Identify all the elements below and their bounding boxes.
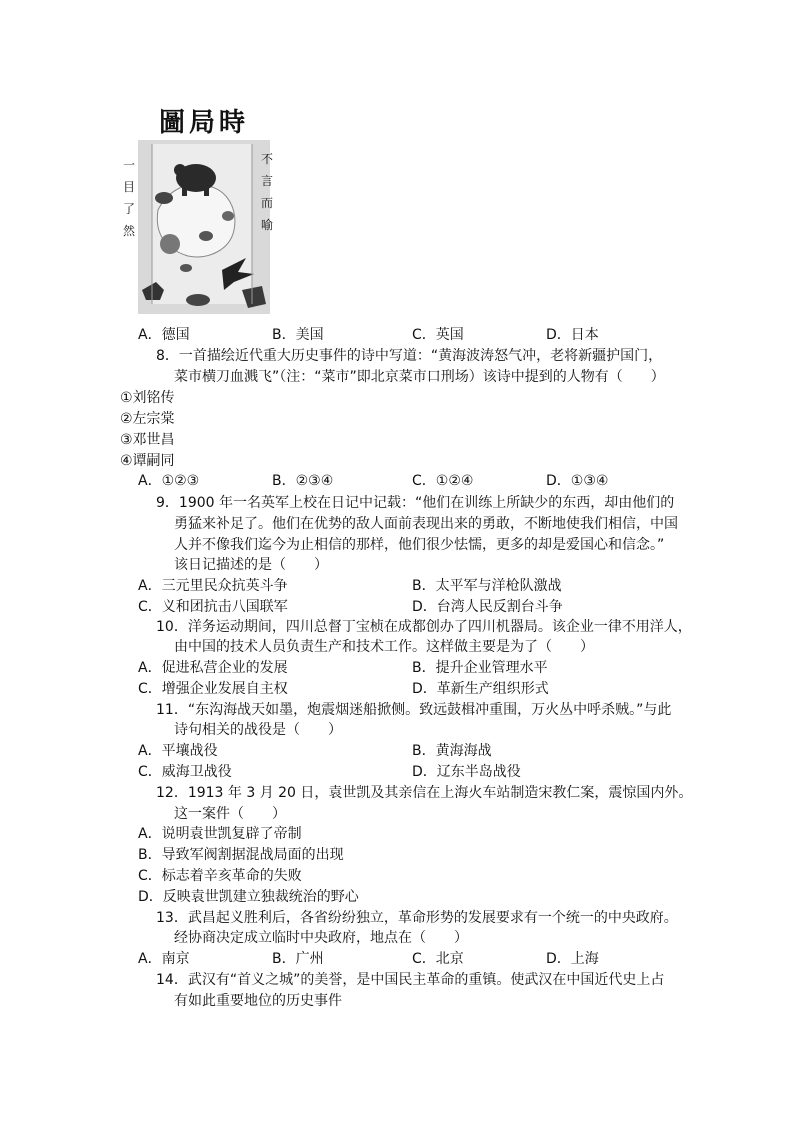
q9-option-c[interactable]: C．义和团抗击八国联军 <box>138 599 288 615</box>
q8-option-a[interactable]: A．①②③ <box>138 473 200 489</box>
q9-stem-line1: 9．1900 年一名英军上校在日记中记载：“他们在训练上所缺少的东西，却由他们的 <box>156 495 675 511</box>
q12-stem-line2: 这一案件（ ） <box>174 806 286 822</box>
q10-options-row1 <box>138 658 678 678</box>
q9-options-row1 <box>138 576 678 596</box>
q9-option-b[interactable]: B．太平军与洋枪队激战 <box>412 578 562 594</box>
q10-option-c[interactable]: C．增强企业发展自主权 <box>138 681 288 697</box>
q10-option-d[interactable]: D．革新生产组织形式 <box>412 681 549 697</box>
q8-options <box>138 471 678 491</box>
q14-stem-line2: 有如此重要地位的历史事件 <box>174 993 342 1009</box>
q9-option-a[interactable]: A．三元里民众抗英斗争 <box>138 578 288 594</box>
q13-stem-line2: 经协商决定成立临时中央政府，地点在（ ） <box>174 930 468 946</box>
q7-option-c[interactable]: C．英国 <box>412 327 464 343</box>
q10-option-b[interactable]: B．提升企业管理水平 <box>412 660 548 676</box>
cartoon-illustration <box>138 140 270 314</box>
q12-option-a[interactable]: A．说明袁世凯复辟了帝制 <box>138 826 302 842</box>
q12-option-b[interactable]: B．导致军阀割据混战局面的出现 <box>138 847 344 863</box>
q11-options-row1 <box>138 741 678 761</box>
q13-stem-line1: 13．武昌起义胜利后，各省纷纷独立，革命形势的发展要求有一个统一的中央政府。 <box>156 910 678 926</box>
q9-stem-line3: 人并不像我们迄今为止相信的那样，他们很少怯懦，更多的却是爱国心和信念。” <box>174 537 665 553</box>
q7-option-d[interactable]: D．日本 <box>546 327 599 343</box>
cartoon-image <box>138 140 270 314</box>
q11-stem-line2: 诗句相关的战役是（ ） <box>174 722 342 738</box>
q8-option-b[interactable]: B．②③④ <box>272 473 334 489</box>
q9-stem-line2: 勇猛来补足了。他们在优势的敌人面前表现出来的勇敢，不断地使我们相信，中国 <box>174 516 678 532</box>
q13-option-a[interactable]: A．南京 <box>138 951 190 967</box>
q12-option-c[interactable]: C．标志着辛亥革命的失败 <box>138 868 302 884</box>
q10-stem-line2: 由中国的技术人员负责生产和技术工作。这样做主要是为了（ ） <box>174 639 594 655</box>
q9-options-row2 <box>138 597 678 617</box>
q12-option-d[interactable]: D．反映袁世凯建立独裁统治的野心 <box>138 889 359 905</box>
q11-option-c[interactable]: C．威海卫战役 <box>138 764 232 780</box>
q7-option-a[interactable]: A．德国 <box>138 327 190 343</box>
q8-item-2: ②左宗棠 <box>120 411 175 427</box>
q12-stem-line1: 12．1913 年 3 月 20 日，袁世凯及其亲信在上海火车站制造宋教仁案，震惊国内外。 <box>156 785 693 801</box>
q13-option-c[interactable]: C．北京 <box>412 951 464 967</box>
q13-options <box>138 949 678 969</box>
right-vertical-caption: 不言而喻 <box>260 152 273 232</box>
q11-option-a[interactable]: A．平壤战役 <box>138 743 218 759</box>
q8-item-1: ①刘铭传 <box>120 390 175 406</box>
q11-option-b[interactable]: B．黄海海战 <box>412 743 492 759</box>
q9-option-d[interactable]: D．台湾人民反割台斗争 <box>412 599 563 615</box>
q9-stem-line4: 该日记描述的是（ ） <box>174 557 328 573</box>
q10-option-a[interactable]: A．促进私营企业的发展 <box>138 660 288 676</box>
q8-item-3: ③邓世昌 <box>120 432 175 448</box>
q8-item-4: ④谭嗣同 <box>120 453 175 469</box>
q11-option-d[interactable]: D．辽东半岛战役 <box>412 764 521 780</box>
q8-stem-line1: 8．一首描绘近代重大历史事件的诗中写道：“黄海波涛怒气冲，老将新疆护国门， <box>156 348 663 364</box>
q13-option-b[interactable]: B．广州 <box>272 951 324 967</box>
q11-stem-line1: 11．“东沟海战天如墨，炮震烟迷船掀侧。致远鼓楫冲重围，万火丛中呼杀贼。”与此 <box>156 702 672 718</box>
q10-stem-line1: 10．洋务运动期间，四川总督丁宝桢在成都创办了四川机器局。该企业一律不用洋人， <box>156 619 692 635</box>
q8-option-c[interactable]: C．①②④ <box>412 473 474 489</box>
cartoon-figure <box>122 106 273 314</box>
left-vertical-caption: 一目了然 <box>122 158 135 238</box>
q8-stem-line2: 菜市横刀血溅飞”（注：“菜市”即北京菜市口刑场）该诗中提到的人物有（ ） <box>174 369 665 385</box>
q7-option-b[interactable]: B．美国 <box>272 327 324 343</box>
q14-stem-line1: 14．武汉有“首义之城”的美誉，是中国民主革命的重镇。使武汉在中国近代史上占 <box>156 972 665 988</box>
q8-option-d[interactable]: D．①③④ <box>546 473 609 489</box>
q7-options <box>138 325 678 345</box>
q11-options-row2 <box>138 762 678 782</box>
q13-option-d[interactable]: D．上海 <box>546 951 599 967</box>
q10-options-row2 <box>138 679 678 699</box>
figure-title: 圖局時 <box>158 108 249 138</box>
